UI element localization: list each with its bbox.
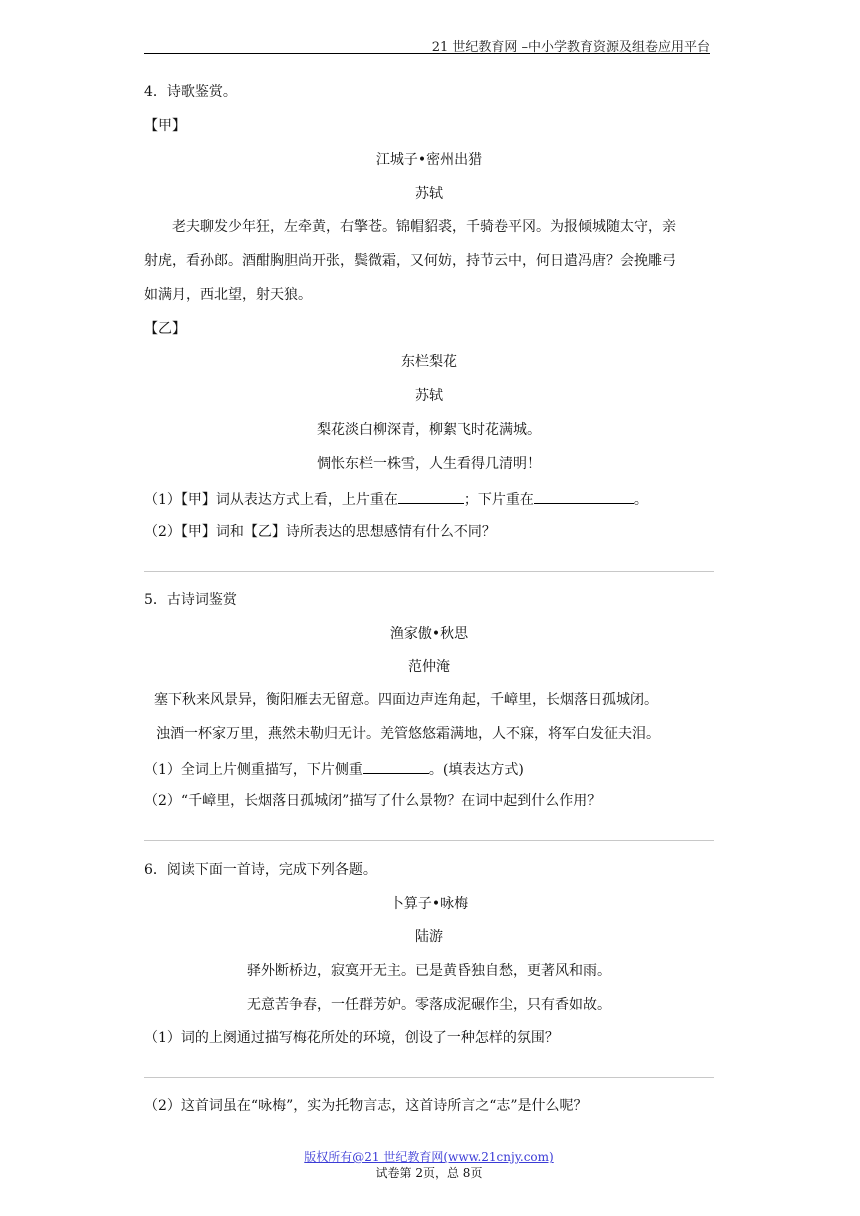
q5-subquestion-1: [144, 759, 524, 779]
q5-poem-line1: 塞下秋来风景异，衡阳雁去无留意。四面边声连角起，千嶂里，长烟落日孤城闭。: [154, 692, 658, 708]
answer-blank[interactable]: [363, 759, 429, 774]
q4-sub1-text-b: ；下片重在: [463, 492, 534, 508]
answer-blank[interactable]: [534, 489, 634, 504]
q4-part-b-label: 【乙】: [144, 321, 186, 337]
q4-subquestion-1: [144, 489, 648, 509]
section-divider: [144, 571, 714, 572]
q5-poem-author: 范仲淹: [408, 659, 450, 675]
section-divider: [144, 1077, 714, 1078]
copyright-link[interactable]: 版权所有@21 世纪教育网(www.21cnjy.com): [304, 1150, 554, 1164]
q4-sub1-text-a: （1）【甲】词从表达方式上看，上片重在: [144, 492, 398, 508]
q4-poem-a-title: 江城子•密州出猎: [375, 152, 483, 168]
q4-poem-b-line1: 梨花淡白柳深青，柳絮飞时花满城。: [317, 422, 541, 438]
q4-poem-b-author: 苏轼: [415, 388, 443, 404]
q4-title: 4．诗歌鉴赏。: [144, 84, 237, 100]
q4-sub1-text-c: 。: [633, 492, 648, 508]
header-divider: [144, 53, 710, 54]
q4-poem-a-author: 苏轼: [415, 186, 443, 202]
q4-part-a-label: 【甲】: [144, 118, 186, 134]
q6-subquestion-1: （1）词的上阕通过描写梅花所处的环境，创设了一种怎样的氛围？: [144, 1030, 559, 1046]
q4-poem-b-title: 东栏梨花: [401, 354, 457, 370]
q6-poem-title: 卜算子•咏梅: [389, 896, 469, 912]
q6-poem-line1: 驿外断桥边，寂寞开无主。已是黄昏独自愁，更著风和雨。: [247, 963, 611, 979]
q4-poem-b-line2: 惆怅东栏一株雪，人生看得几清明！: [317, 456, 541, 472]
q5-title: 5．古诗词鉴赏: [144, 592, 237, 608]
q6-title: 6．阅读下面一首诗，完成下列各题。: [144, 862, 377, 878]
q5-sub1-text-b: 。(填表达方式): [428, 762, 524, 778]
q4-poem-a-line1: 老夫聊发少年狂，左牵黄，右擎苍。锦帽貂裘，千骑卷平冈。为报倾城随太守，亲: [172, 219, 676, 235]
section-divider: [144, 840, 714, 841]
q6-subquestion-2: （2）这首词虽在“咏梅”，实为托物言志，这首诗所言之“志”是什么呢？: [144, 1098, 588, 1114]
q4-poem-a-line3: 如满月，西北望，射天狼。: [144, 287, 312, 303]
q5-poem-title: 渔家傲•秋思: [389, 626, 469, 642]
q5-sub1-text-a: （1）全词上片侧重描写，下片侧重: [144, 762, 363, 778]
q6-poem-line2: 无意苦争春，一任群芳妒。零落成泥碾作尘，只有香如故。: [247, 997, 611, 1013]
answer-blank[interactable]: [398, 489, 464, 504]
q5-poem-line2: 浊酒一杯家万里，燕然未勒归无计。羌管悠悠霜满地，人不寐，将军白发征夫泪。: [156, 726, 660, 742]
q5-subquestion-2: （2）“千嶂里，长烟落日孤城闭”描写了什么景物？在词中起到什么作用？: [144, 793, 602, 809]
q6-poem-author: 陆游: [415, 929, 443, 945]
page-number: 试卷第 2页，总 8页: [375, 1166, 483, 1180]
page-header: 21 世纪教育网 –中小学教育资源及组卷应用平台: [431, 40, 710, 55]
q4-poem-a-line2: 射虎，看孙郎。酒酣胸胆尚开张，鬓微霜，又何妨，持节云中，何日遣冯唐？会挽雕弓: [144, 253, 676, 269]
q4-subquestion-2: （2）【甲】词和【乙】诗所表达的思想感情有什么不同？: [144, 524, 496, 540]
